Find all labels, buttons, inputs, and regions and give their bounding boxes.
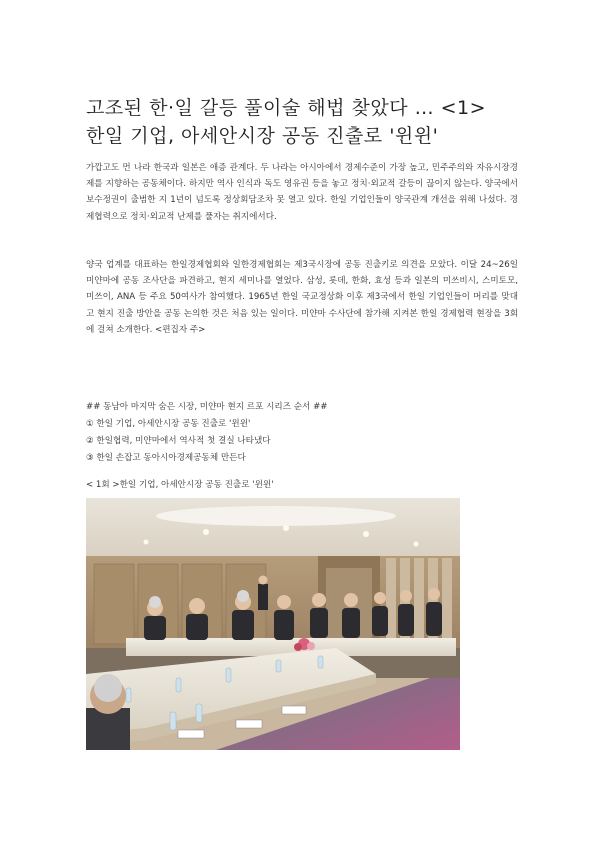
- series-item: ② 한일협력, 미얀마에서 역사적 첫 결실 나타냈다: [86, 436, 271, 446]
- series-item: ① 한일 기업, 아세안시장 공동 진출로 '윈윈': [86, 419, 251, 429]
- headline-line-2: 한일 기업, 아세안시장 공동 진출로 '윈윈': [86, 125, 439, 147]
- conference-photo: [86, 498, 460, 750]
- series-item: ③ 한일 손잡고 동아시아경제공동체 만든다: [86, 453, 246, 463]
- headline-line-1: 고조된 한·일 갈등 풀이술 해법 찾았다 … <1>: [86, 97, 487, 119]
- series-heading: ## 동남아 마지막 숨은 시장, 미얀마 현지 르포 시리즈 순서 ##: [86, 402, 328, 412]
- intro-paragraph: 가깝고도 먼 나라 한국과 일본은 애증 관계다. 두 나라는 아시아에서 경제수준이 가장 높고, 민주주의와 자유시장경제를 지향하는 공동체이다. 하지만 역사 인식과 독도 영유권 등을 놓고 정치·외교적 갈등이 끊이지 않는다. 양국에서 보수정권이 출범한 지 1년이 넘도록 정상회담조차 못 열고 있다. 한일 기업인들이 양국관계 개선을 위해 나섰다. 경제협력으로 정치·외교적 난제를 풀자는 취지에서다.: [86, 163, 518, 222]
- body-paragraph: 양국 업계를 대표하는 한일경제협회와 일한경제협회는 제3국시장에 공동 진출키로 의견을 모았다. 이달 24~26일 미얀마에 공동 조사단을 파견하고, 현지 세미나를 열었다. 삼성, 롯데, 한화, 효성 등과 일본의 미쓰비시, 스미토모, 미쓰이, ANA 등 주요 50여사가 참여했다. 1965년 한일 국교정상화 이후 제3국에서 한일 기업인들이 머리를 맞대고 현지 진출 방안을 공동 논의한 것은 처음 있는 일이다. 미얀마 수사단에 참가해 지켜본 한일 경제협력 현장을 3회에 걸쳐 소개한다. <편집자 주>: [86, 260, 518, 335]
- photo-caption: < 1회 >한일 기업, 아세안시장 공동 진출로 '윈윈': [86, 480, 274, 490]
